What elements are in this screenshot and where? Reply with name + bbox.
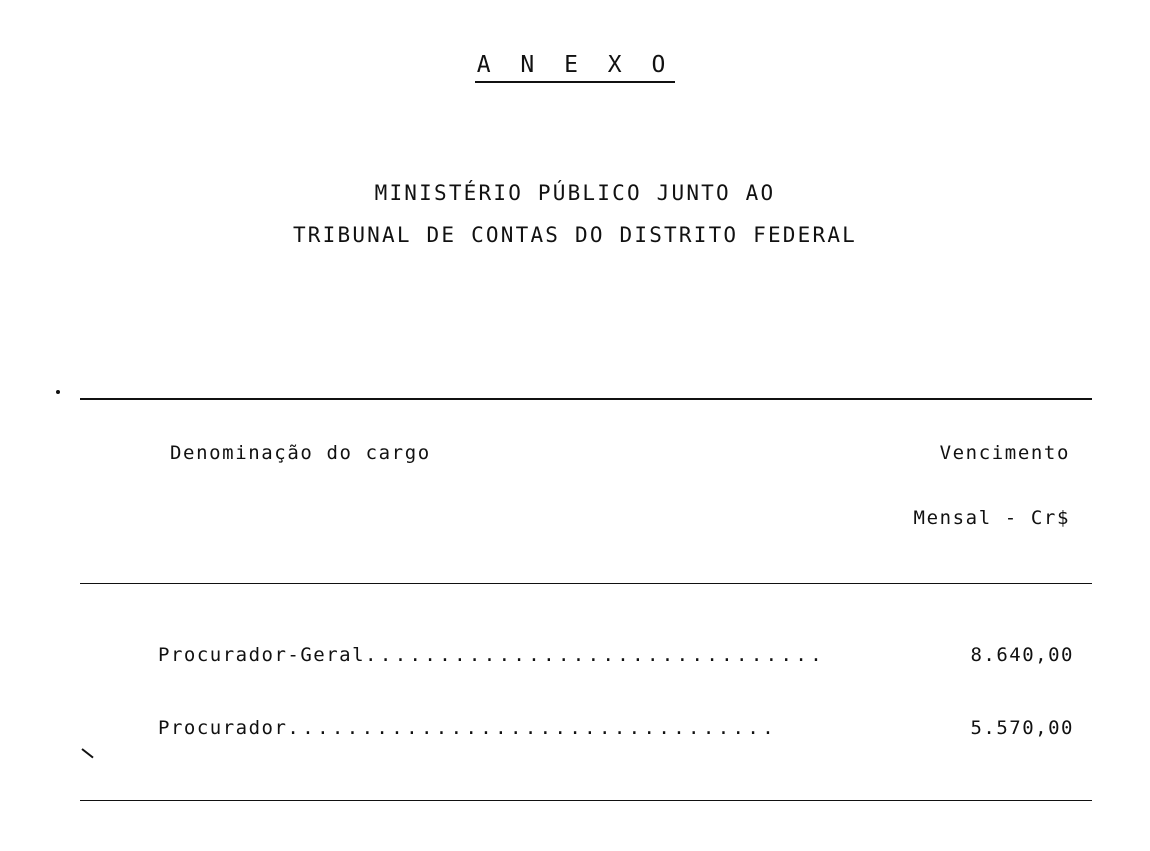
column-header-value-line-2: Mensal - Cr$: [913, 507, 1070, 529]
page-title-text: A N E X O: [475, 52, 676, 83]
row-value: 5.570,00: [970, 717, 1074, 739]
table-body: [80, 584, 1092, 800]
scan-artifact-dot: [56, 390, 60, 394]
organization-heading: [0, 172, 1150, 256]
row-leader-dots: ...............................: [365, 644, 826, 666]
table-row: [158, 717, 1092, 747]
row-value: 8.640,00: [970, 644, 1074, 666]
row-label: Procurador: [158, 717, 288, 739]
column-header-description: Denominação do cargo: [170, 442, 431, 464]
table-header: [80, 400, 1092, 583]
organization-heading-line-2: TRIBUNAL DE CONTAS DO DISTRITO FEDERAL: [292, 223, 858, 247]
organization-heading-line-1: MINISTÉRIO PÚBLICO JUNTO AO: [374, 181, 776, 205]
salary-table: [80, 398, 1092, 801]
row-label: Procurador-Geral: [158, 644, 366, 666]
page-title: [0, 52, 1150, 83]
table-bottom-rule: [80, 800, 1092, 801]
column-header-value-line-1: Vencimento: [939, 442, 1070, 464]
row-leader-dots: .................................: [287, 717, 778, 739]
table-row: [158, 644, 1092, 674]
